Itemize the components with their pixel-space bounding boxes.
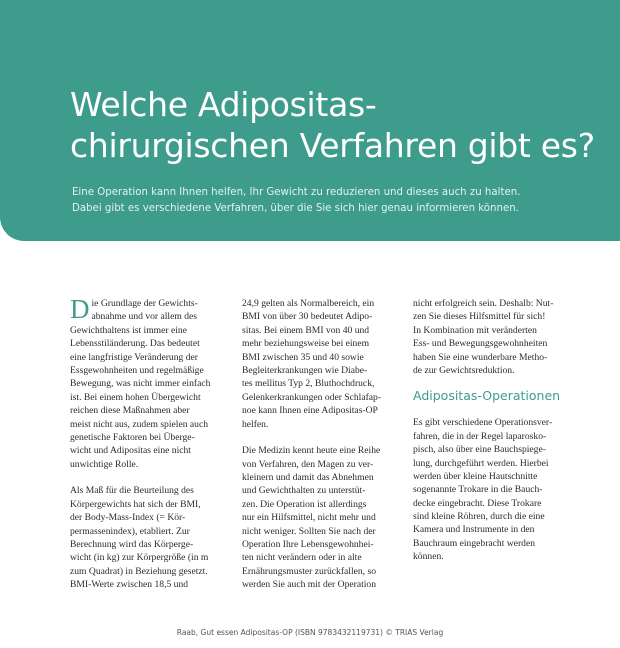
text-line: noe kann Ihnen eine Adipositas-OP <box>242 405 378 417</box>
text-line: Bauchraum eingebracht werden <box>413 537 535 549</box>
text-line: Lebensstiländerung. Das bedeutet <box>70 338 200 350</box>
text-line: kleinern und damit das Abnehmen <box>242 472 374 484</box>
text-line: Körpergewichts hat sich der BMI, <box>70 498 201 510</box>
text-line: Die Medizin kennt heute eine Reihe <box>242 445 381 457</box>
text-line: Ess- und Bewegungsgewohnheiten <box>413 338 548 350</box>
paragraph <box>413 416 568 563</box>
text-line: zum Quadrat) in Beziehung gesetzt. <box>70 565 208 577</box>
text-line: helfen. <box>242 418 269 430</box>
text-line: Als Maß für die Beurteilung des <box>70 485 194 497</box>
drop-cap: D <box>70 294 90 324</box>
text-line: Gewichthaltens ist immer eine <box>70 324 187 336</box>
text-line: genetische Faktoren bei Überge- <box>70 431 195 443</box>
text-line: unwichtige Rolle. <box>70 458 139 470</box>
text-line: ist. Bei einem hohen Übergewicht <box>70 391 201 403</box>
text-line: können. <box>413 551 444 563</box>
text-line: meist nicht aus, zudem spielen auch <box>70 418 209 430</box>
intro-line: Dabei gibt es verschiedene Verfahren, über die Sie sich hier genau informieren können. <box>72 203 519 214</box>
text-line: wicht und Adipositas eine nicht <box>70 445 191 457</box>
text-line: nicht erfolgreich sein. Deshalb: Nut- <box>413 298 554 309</box>
paragraph <box>242 297 397 431</box>
page-title <box>70 84 610 166</box>
text-line: werden Sie auch mit der Operation <box>242 579 376 591</box>
text-line: der Body-Mass-Index (= Kör- <box>70 512 186 524</box>
paragraph <box>70 484 220 591</box>
text-line: sogenannte Trokare in die Bauch- <box>413 484 543 496</box>
text-line: Begleiterkrankungen wie Diabe- <box>242 364 368 376</box>
text-column-1 <box>70 294 220 592</box>
text-line: lung, durchgeführt werden. Hierbei <box>413 457 549 469</box>
text-line: Es gibt verschiedene Operationsver- <box>413 417 553 429</box>
text-line: 24,9 gelten als Normalbereich, ein <box>242 298 375 309</box>
text-line: nicht weniger. Sollten Sie nach der <box>242 525 376 537</box>
text-line: BMI von über 30 bedeutet Adipo- <box>242 311 373 323</box>
text-line: nur ein Hilfsmittel, nicht mehr und <box>242 512 376 524</box>
intro-line: Eine Operation kann Ihnen helfen, Ihr Gewicht zu reduzieren und dieses auch zu halten. <box>72 187 521 198</box>
paragraph-gap <box>242 431 397 444</box>
text-line: Operation Ihre Lebensgewohnhei- <box>242 539 374 551</box>
text-line: eine langfristige Veränderung der <box>70 351 198 363</box>
title-line: chirurgischen Verfahren gibt es? <box>70 126 595 165</box>
text-line: zen Sie dieses Hilfsmittel für sich! <box>413 311 546 323</box>
text-line: fahren, die in der Regel laparosko- <box>413 430 547 442</box>
intro-text <box>72 185 617 217</box>
text-line: tes mellitus Typ 2, Bluthochdruck, <box>242 378 375 390</box>
text-line: Kamera und Instrumente in den <box>413 524 535 536</box>
text-line: wicht (in kg) zur Körpergröße (in m <box>70 552 209 564</box>
title-line: Welche Adipositas- <box>70 85 377 124</box>
text-line: Gelenkerkrankungen oder Schlafap- <box>242 391 382 403</box>
text-line: sitas. Bei einem BMI von 40 und <box>242 324 370 336</box>
text-line: werden über kleine Hautschnitte <box>413 470 538 482</box>
text-column-2 <box>242 297 397 592</box>
header-banner <box>0 0 620 241</box>
text-line: und Gewichthalten zu unterstüt- <box>242 485 366 497</box>
text-line: Bewegung, was nicht immer einfach <box>70 378 211 390</box>
text-line: ten nicht verändern oder in alte <box>242 552 362 564</box>
text-line: sind kleine Röhren, durch die eine <box>413 511 545 523</box>
text-line: pisch, also über eine Bauchspiege- <box>413 444 546 456</box>
text-line: Ernährungsmuster zurückfallen, so <box>242 565 377 577</box>
paragraph <box>242 444 397 591</box>
text-line: ie Grundlage der Gewichts- <box>91 298 198 309</box>
text-line: zen. Die Operation ist allerdings <box>242 498 367 510</box>
section-heading: Adipositas-Operationen <box>413 388 561 404</box>
text-line: reichen diese Maßnahmen aber <box>70 405 190 417</box>
paragraph <box>413 297 568 377</box>
text-line: BMI zwischen 35 und 40 sowie <box>242 351 364 363</box>
text-line: von Verfahren, den Magen zu ver- <box>242 458 374 470</box>
text-line: decke eingebracht. Diese Trokare <box>413 497 542 509</box>
paragraph <box>70 294 220 471</box>
text-line: Essgewohnheiten und regelmäßige <box>70 364 204 376</box>
text-line: BMI-Werte zwischen 18,5 und <box>70 579 189 591</box>
text-line: permassenindex), etabliert. Zur <box>70 525 190 537</box>
text-line: mehr beziehungsweise bei einem <box>242 338 370 350</box>
text-line: haben Sie eine wunderbare Metho- <box>413 351 548 363</box>
text-line: abnahme und vor allem des <box>91 311 197 323</box>
text-column-3 <box>413 297 568 564</box>
text-line: Berechnung wird das Körperge- <box>70 539 194 551</box>
page-footer: Raab, Gut essen Adipositas-OP (ISBN 9783432119731) © TRIAS Verlag <box>176 628 444 637</box>
text-line: In Kombination mit veränderten <box>413 324 537 336</box>
paragraph-gap <box>70 471 220 484</box>
text-line: de zur Gewichtsreduktion. <box>413 364 515 376</box>
